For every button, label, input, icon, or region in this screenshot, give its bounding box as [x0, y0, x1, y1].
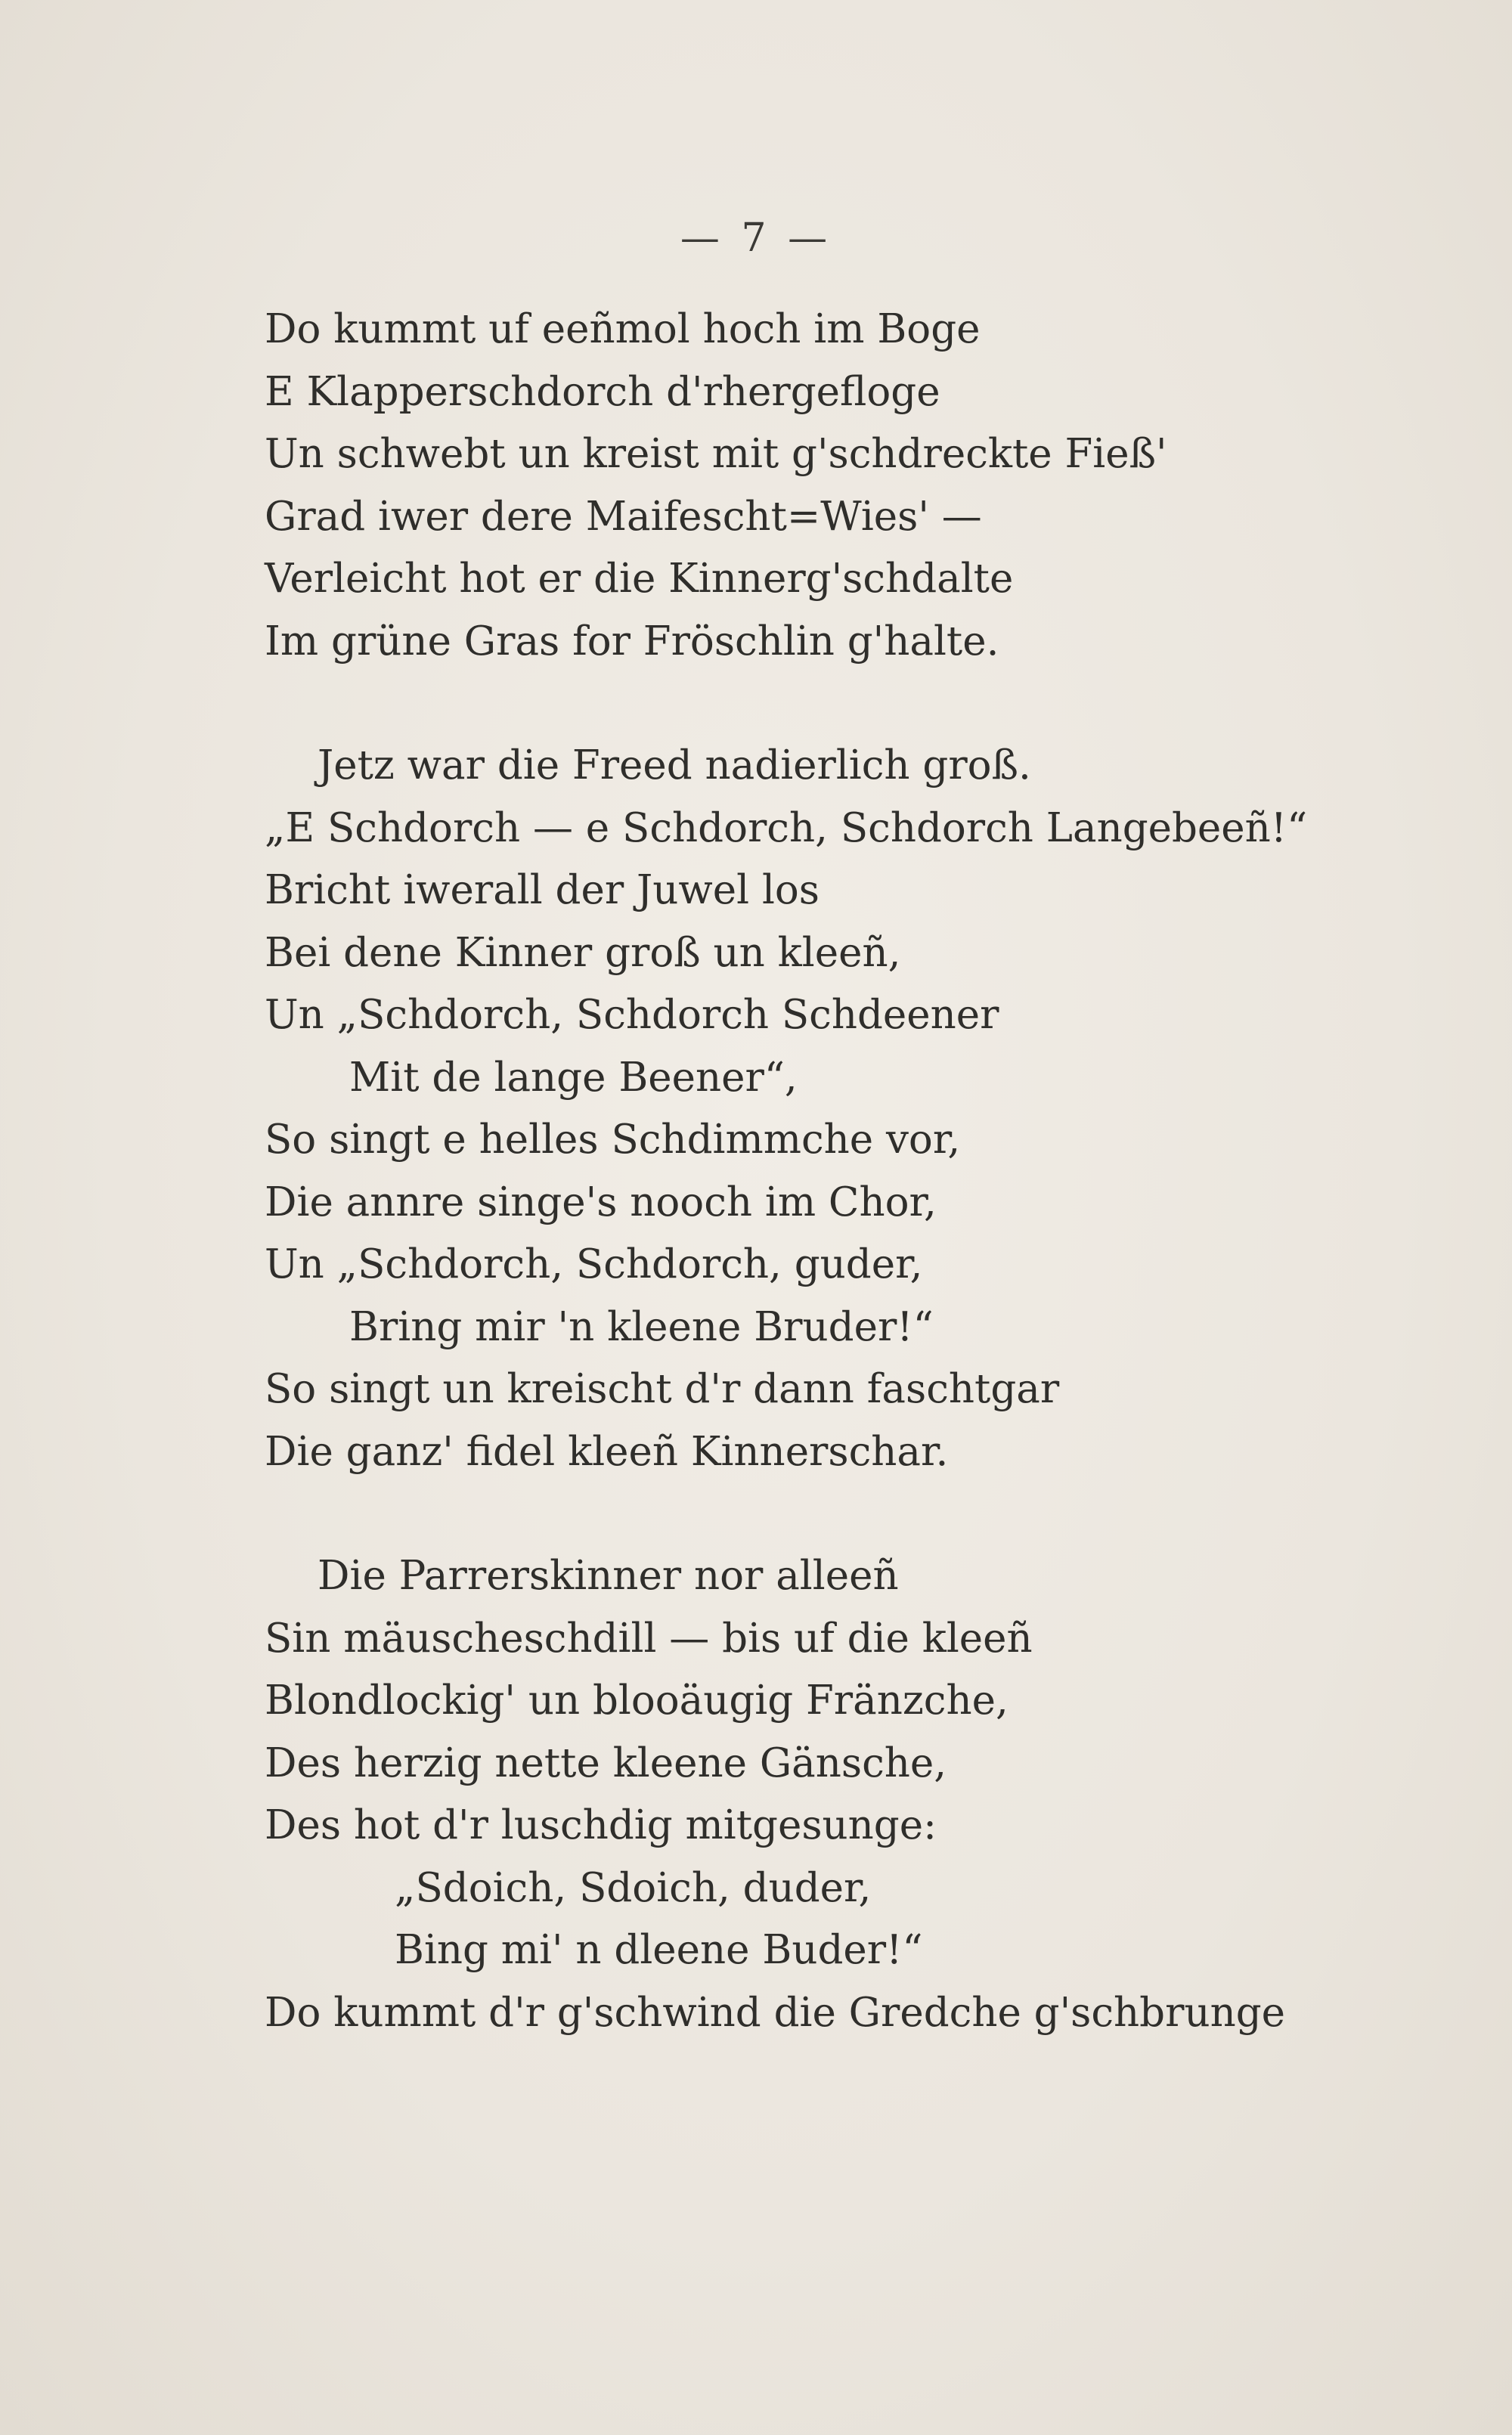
poem-line: E Klapperschdorch d'rhergefloge: [265, 368, 940, 415]
stanza-gap: [265, 673, 1323, 735]
poem-line: Un „Schdorch, Schdorch Schdeener: [265, 992, 999, 1038]
poem-line: Des hot d'r luschdig mitgesunge:: [265, 1802, 937, 1848]
stanza-1: [265, 299, 1323, 673]
poem-line: Un schwebt un kreist mit g'schdreckte Fieß': [265, 431, 1167, 477]
poem-line: Do kummt d'r g'schwind die Gredche g'schbrunge: [265, 1989, 1285, 2036]
poem-line: So singt un kreischt d'r dann faschtgar: [265, 1366, 1060, 1412]
poem-line: „E Schdorch — e Schdorch, Schdorch Langebeeñ!“: [265, 804, 1308, 851]
poem-line: Sin mäuscheschdill — bis uf die kleeñ: [265, 1615, 1033, 1662]
poem-line: Verleicht hot er die Kinnerg'schdalte: [265, 556, 1014, 602]
poem-line: Des herzig nette kleene Gänsche,: [265, 1740, 947, 1786]
poem-text: [265, 299, 1323, 2044]
poem-line: Jetz war die Freed nadierlich groß.: [318, 742, 1031, 788]
poem-line: Bei dene Kinner groß un kleeñ,: [265, 929, 901, 976]
poem-line: Bricht iwerall der Juwel los: [265, 867, 820, 913]
poem-line: Die annre singe's nooch im Chor,: [265, 1179, 937, 1225]
page-number: — 7 —: [680, 215, 832, 261]
poem-line: Im grüne Gras for Fröschlin g'halte.: [265, 618, 999, 665]
poem-line: Blondlockig' un blooäugig Fränzche,: [265, 1678, 1009, 1724]
stanza-gap: [265, 1483, 1323, 1545]
poem-line: Bring mir 'n kleene Bruder!“: [349, 1303, 934, 1350]
poem-line: So singt e helles Schdimmche vor,: [265, 1117, 961, 1163]
poem-line: Bing mi' n dleene Buder!“: [395, 1927, 923, 1973]
poem-line: Grad iwer dere Maifescht=Wies' —: [265, 493, 982, 540]
stanza-3: [265, 1545, 1323, 2044]
poem-line: „Sdoich, Sdoich, duder,: [395, 1864, 872, 1911]
poem-line: Mit de lange Beener“,: [349, 1054, 798, 1101]
poem-line: Un „Schdorch, Schdorch, guder,: [265, 1241, 923, 1287]
poem-line: Die ganz' fidel kleeñ Kinnerschar.: [265, 1428, 949, 1475]
stanza-2: [265, 735, 1323, 1483]
poem-line: Do kummt uf eeñmol hoch im Boge: [265, 306, 981, 352]
poem-line: Die Parrerskinner nor alleeñ: [318, 1553, 899, 1599]
